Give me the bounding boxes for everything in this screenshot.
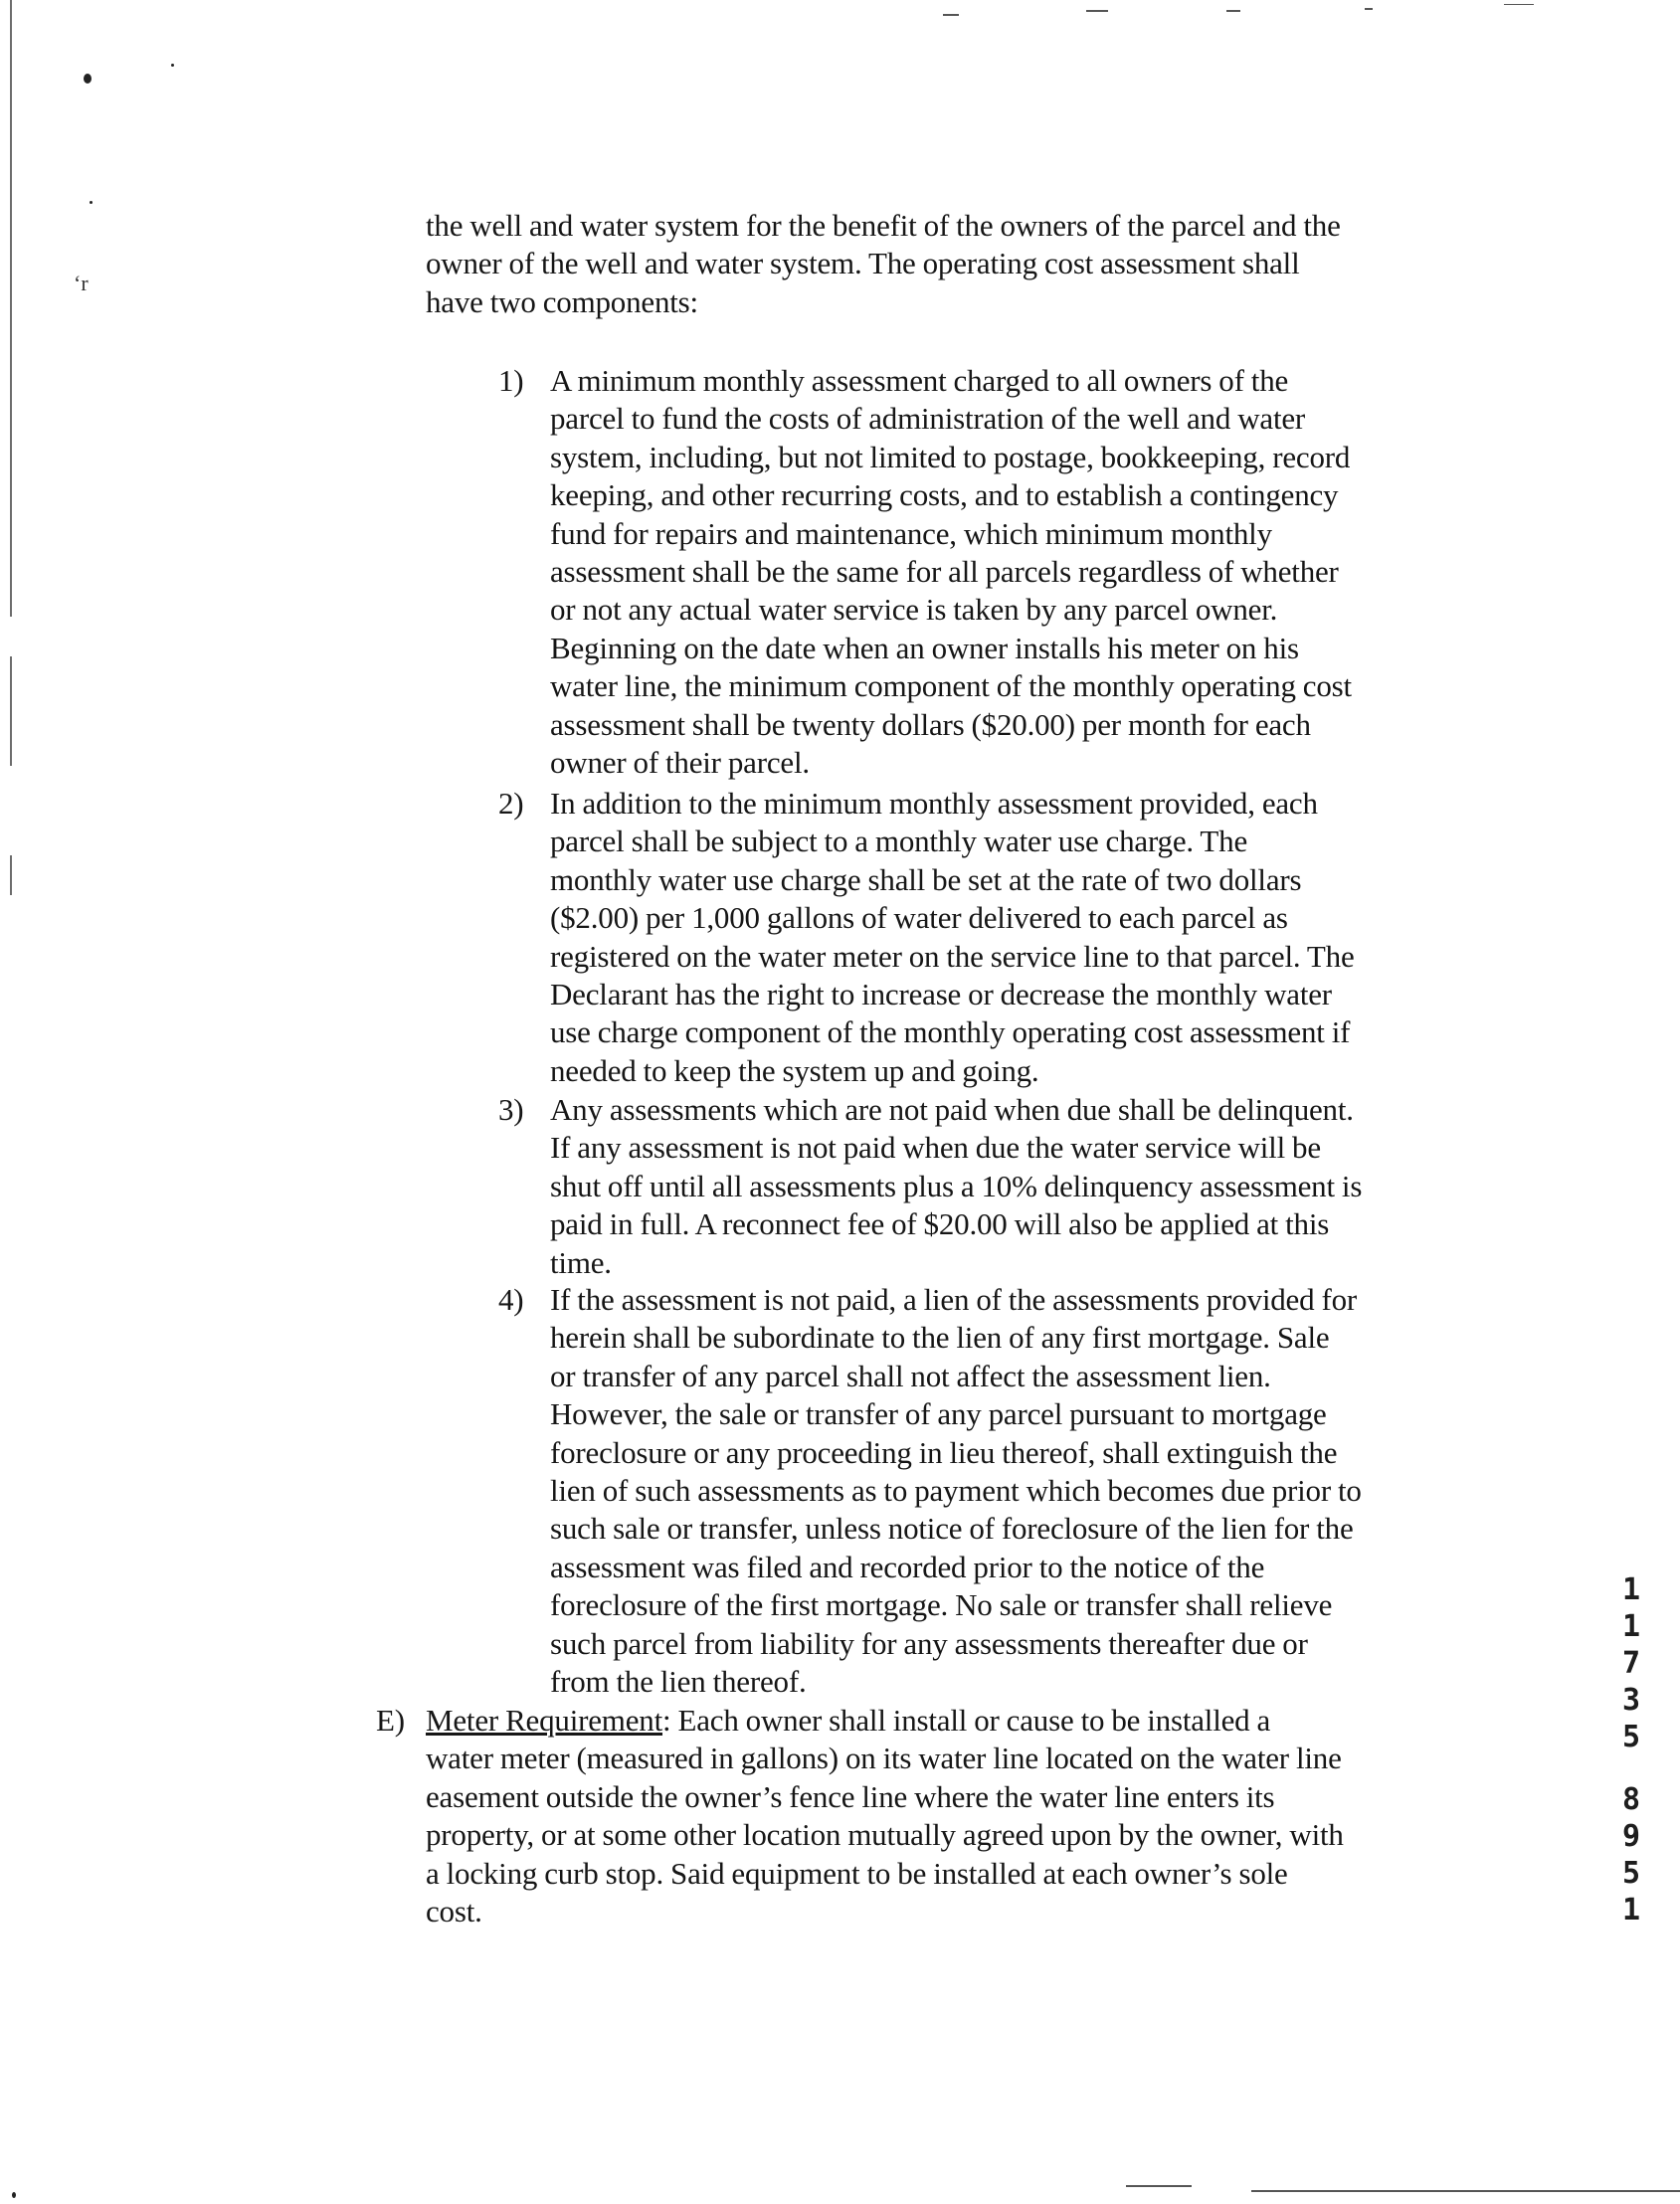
text-line: A minimum monthly assessment charged to all owners of the bbox=[550, 363, 1289, 398]
text-line: have two components: bbox=[426, 283, 698, 319]
stamp-digit: 8 bbox=[1621, 1782, 1641, 1817]
text-line: time. bbox=[550, 1244, 612, 1280]
text-line: However, the sale or transfer of any parcel pursuant to mortgage bbox=[550, 1396, 1327, 1432]
section-e bbox=[376, 1702, 1430, 1940]
stamp-digit: 3 bbox=[1621, 1683, 1641, 1718]
item-text bbox=[550, 1281, 1445, 1701]
item-number: 4) bbox=[498, 1282, 524, 1317]
text-line: owner of the well and water system. The operating cost assessment shall bbox=[426, 246, 1300, 281]
text-line: a locking curb stop. Said equipment to be installed at each owner’s sole bbox=[426, 1855, 1288, 1891]
text-line: system, including, but not limited to postage, bookkeeping, record bbox=[550, 439, 1351, 474]
text-line: Beginning on the date when an owner installs his meter on his bbox=[550, 630, 1299, 665]
text-line: monthly water use charge shall be set at the rate of two dollars bbox=[550, 861, 1302, 897]
text-line: use charge component of the monthly operating cost assessment if bbox=[550, 1014, 1351, 1050]
item-number: 1) bbox=[498, 363, 524, 398]
text-line: such parcel from liability for any assessments thereafter due or bbox=[550, 1625, 1308, 1661]
item-text bbox=[550, 1091, 1445, 1282]
scan-speck bbox=[90, 201, 93, 204]
section-number: E) bbox=[376, 1703, 405, 1738]
text-line: or transfer of any parcel shall not affect the assessment lien. bbox=[550, 1358, 1271, 1393]
stamp-digit: 7 bbox=[1621, 1646, 1641, 1681]
text-line: parcel to fund the costs of administration of the well and water bbox=[550, 401, 1306, 437]
text-line: water line, the minimum component of the monthly operating cost bbox=[550, 668, 1352, 704]
text-line: assessment was filed and recorded prior to the notice of the bbox=[550, 1549, 1265, 1584]
scan-bottom-line bbox=[1251, 2190, 1680, 2192]
scan-edge-line bbox=[10, 0, 12, 617]
text-line: shut off until all assessments plus a 10% delinquency assessment is bbox=[550, 1168, 1363, 1203]
scan-top-dash bbox=[1365, 8, 1373, 10]
section-text bbox=[426, 1702, 1430, 1930]
text-line: paid in full. A reconnect fee of $20.00 will also be applied at this bbox=[550, 1206, 1330, 1242]
stamp-digit: 5 bbox=[1621, 1720, 1641, 1754]
recording-stamp bbox=[1611, 1571, 1651, 1928]
text-line: easement outside the owner’s fence line where the water line enters its bbox=[426, 1778, 1275, 1814]
scan-top-dash bbox=[943, 14, 959, 16]
scan-top-dash bbox=[1504, 4, 1534, 5]
text-line: Any assessments which are not paid when due shall be delinquent. bbox=[550, 1092, 1354, 1127]
text-line: In addition to the minimum monthly assessment provided, each bbox=[550, 786, 1318, 821]
text-line: ($2.00) per 1,000 gallons of water delivered to each parcel as bbox=[550, 900, 1288, 936]
text-line: foreclosure of the first mortgage. No sale or transfer shall relieve bbox=[550, 1587, 1333, 1623]
intro-paragraph bbox=[426, 207, 1420, 321]
stamp-digit: 9 bbox=[1621, 1819, 1641, 1854]
text-line: keeping, and other recurring costs, and to establish a contingency bbox=[550, 477, 1339, 513]
scan-speck bbox=[12, 2192, 16, 2198]
stamp-digit: 1 bbox=[1621, 1572, 1641, 1607]
section-heading: Meter Requirement bbox=[426, 1703, 662, 1738]
text-line: registered on the water meter on the service line to that parcel. The bbox=[550, 938, 1355, 974]
text-span: : Each owner shall install or cause to be installed a bbox=[662, 1703, 1271, 1738]
text-line: herein shall be subordinate to the lien of any first mortgage. Sale bbox=[550, 1320, 1330, 1356]
text-line: water meter (measured in gallons) on its water line located on the water line bbox=[426, 1741, 1342, 1776]
item-number: 2) bbox=[498, 786, 524, 821]
text-line: lien of such assessments as to payment which becomes due prior to bbox=[550, 1473, 1362, 1509]
stamp-digit: 5 bbox=[1621, 1856, 1641, 1891]
text-line: from the lien thereof. bbox=[550, 1664, 807, 1700]
scan-edge-line bbox=[10, 656, 12, 766]
text-line: property, or at some other location mutually agreed upon by the owner, with bbox=[426, 1817, 1344, 1853]
text-line: cost. bbox=[426, 1894, 482, 1929]
text-line: or not any actual water service is taken by any parcel owner. bbox=[550, 592, 1278, 628]
margin-mark: ‘r bbox=[74, 271, 89, 295]
text-line: owner of their parcel. bbox=[550, 745, 810, 781]
scan-speck bbox=[84, 74, 92, 84]
text-line: such sale or transfer, unless notice of foreclosure of the lien for the bbox=[550, 1511, 1354, 1547]
text-line: If the assessment is not paid, a lien of the assessments provided for bbox=[550, 1282, 1357, 1317]
text-line: assessment shall be twenty dollars ($20.00) per month for each bbox=[550, 706, 1311, 742]
text-line: foreclosure or any proceeding in lieu thereof, shall extinguish the bbox=[550, 1434, 1338, 1470]
scan-speck bbox=[171, 64, 174, 67]
item-number: 3) bbox=[498, 1092, 524, 1127]
text-line: fund for repairs and maintenance, which minimum monthly bbox=[550, 515, 1272, 551]
stamp-digit: 1 bbox=[1621, 1609, 1641, 1644]
item-text bbox=[550, 785, 1445, 1090]
text-line bbox=[426, 1702, 1430, 1740]
text-line: needed to keep the system up and going. bbox=[550, 1052, 1039, 1088]
text-line: Declarant has the right to increase or decrease the monthly water bbox=[550, 977, 1332, 1012]
scan-edge-line bbox=[10, 855, 12, 895]
stamp-digit: 1 bbox=[1621, 1893, 1641, 1928]
text-line: the well and water system for the benefit of the owners of the parcel and the bbox=[426, 208, 1341, 243]
scan-bottom-line bbox=[1126, 2185, 1192, 2187]
text-line: assessment shall be the same for all parcels regardless of whether bbox=[550, 554, 1339, 590]
scan-top-dash bbox=[1226, 10, 1240, 12]
text-line: If any assessment is not paid when due the water service will be bbox=[550, 1130, 1321, 1166]
item-text bbox=[550, 362, 1445, 782]
scan-top-dash bbox=[1086, 10, 1108, 12]
text-line: parcel shall be subject to a monthly water use charge. The bbox=[550, 824, 1248, 859]
stamp-gap bbox=[1611, 1755, 1651, 1781]
